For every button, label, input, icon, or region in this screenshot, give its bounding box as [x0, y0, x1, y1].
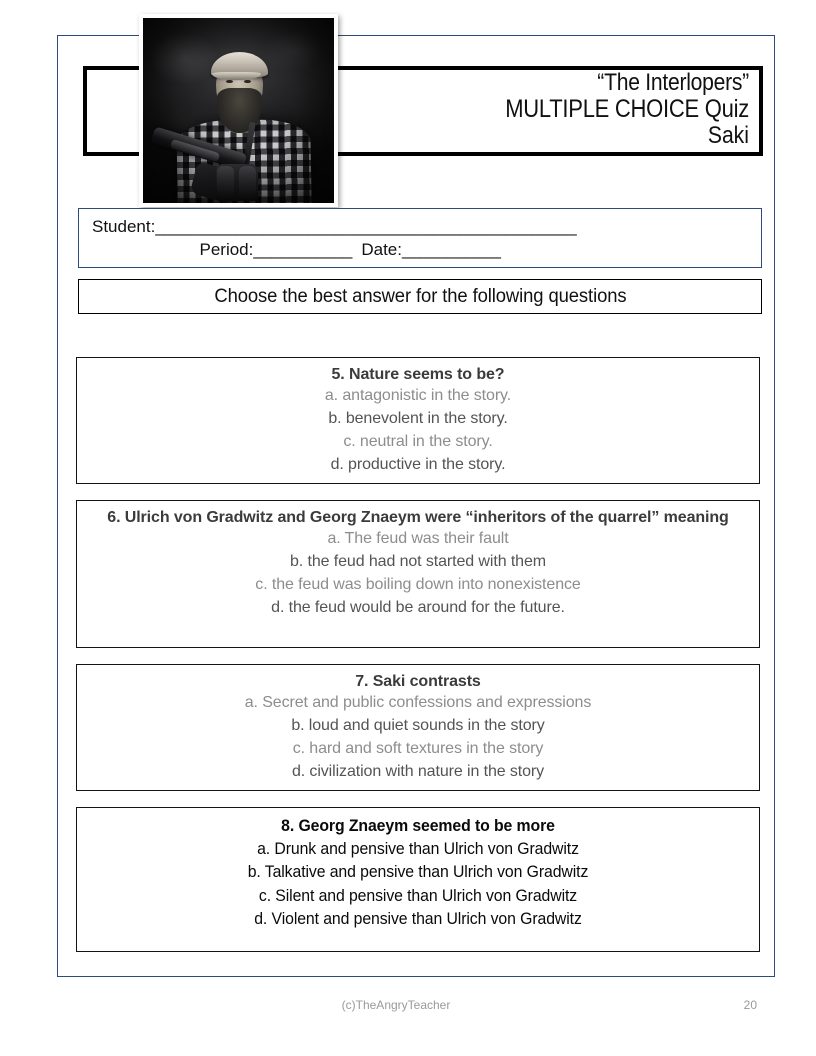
question-option-d[interactable]: d. the feud would be around for the future. [271, 598, 565, 616]
question-option-c[interactable]: c. the feud was boiling down into nonexistence [255, 575, 581, 593]
question-option-a[interactable]: a. antagonistic in the story. [324, 387, 512, 405]
question-option-d[interactable]: d. Violent and pensive than Ulrich von Gradwitz [254, 909, 582, 929]
question-option-c[interactable]: c. hard and soft textures in the story [292, 739, 544, 757]
footer-page-number: 20 [743, 998, 757, 1012]
question-option-b[interactable]: b. loud and quiet sounds in the story [291, 717, 545, 735]
page-footer [57, 998, 775, 1018]
date-blank[interactable]: ___________ [401, 240, 501, 259]
question-option-a[interactable]: a. Drunk and pensive than Ulrich von Gradwitz [257, 838, 579, 858]
question-title: 6. Ulrich von Gradwitz and Georg Znaeym were “inheritors of the quarrel” meaning [107, 509, 729, 526]
question-box-5 [76, 357, 760, 484]
student-label: Student: [92, 217, 156, 236]
student-name-row [79, 209, 761, 237]
question-title: 8. Georg Znaeym seemed to be more [281, 816, 555, 835]
date-label: Date: [361, 240, 402, 259]
question-title: 7. Saki contrasts [355, 673, 481, 690]
period-label: Period: [199, 240, 254, 259]
student-name-blank[interactable]: _______________________________________________ [155, 217, 577, 236]
hunter-photo [139, 14, 338, 207]
question-box-6 [76, 500, 760, 648]
question-option-b[interactable]: b. benevolent in the story. [328, 410, 508, 428]
footer-credit: (c)TheAngryTeacher [341, 998, 451, 1012]
question-option-a[interactable]: a. The feud was their fault [327, 530, 509, 548]
question-option-b[interactable]: b. the feud had not started with them [289, 553, 547, 571]
instruction-box [78, 279, 762, 314]
period-blank[interactable]: ___________ [253, 240, 352, 259]
question-option-b[interactable]: b. Talkative and pensive than Ulrich von Gradwitz [247, 862, 589, 882]
header-title-block [472, 71, 749, 148]
student-info-box [78, 208, 762, 268]
question-option-c[interactable]: c. Silent and pensive than Ulrich von Gradwitz [258, 885, 578, 905]
photo-vignette [143, 18, 334, 203]
quiz-type-title: MULTIPLE CHOICE Quiz [505, 95, 749, 123]
question-box-7 [76, 664, 760, 791]
question-title: 5. Nature seems to be? [331, 366, 505, 383]
quiz-story-title: “The Interlopers” [597, 69, 749, 96]
question-option-a[interactable]: a. Secret and public confessions and expressions [244, 694, 592, 712]
question-option-d[interactable]: d. civilization with nature in the story [291, 762, 545, 780]
quiz-author: Saki [707, 122, 749, 149]
hunter-photo-image [143, 18, 334, 203]
question-option-d[interactable]: d. productive in the story. [330, 455, 506, 473]
question-option-c[interactable]: c. neutral in the story. [343, 432, 493, 450]
period-date-row [79, 240, 761, 260]
instruction-text: Choose the best answer for the following questions [213, 285, 627, 307]
question-box-8 [76, 807, 760, 952]
